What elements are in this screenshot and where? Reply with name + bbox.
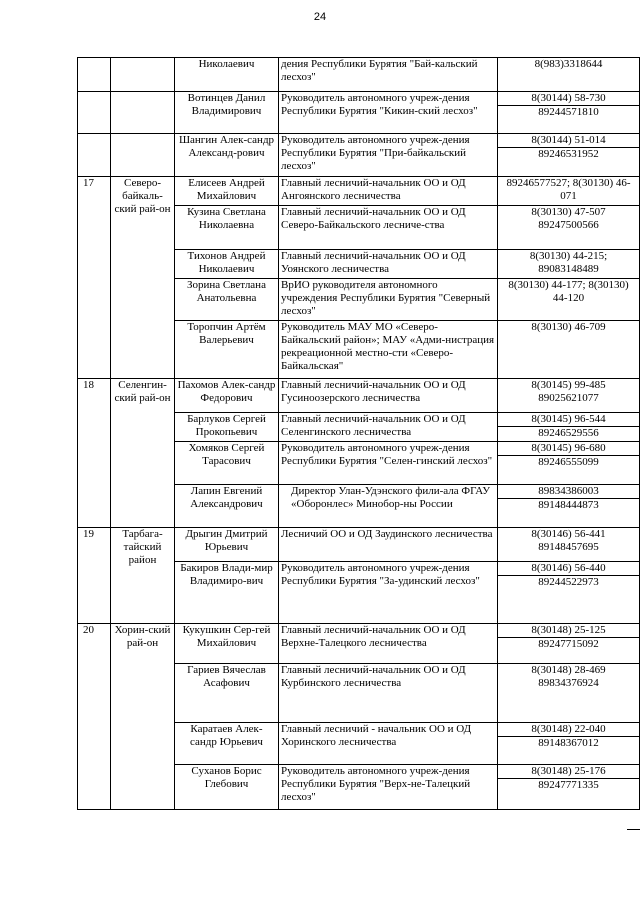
person-name: Бакиров Влади-мир Владимиро-вич <box>175 562 279 624</box>
phone-number: 8(30146) 56-441 89148457695 <box>531 528 606 553</box>
person-position: Главный лесничий-начальник ОО и ОД Верхне-Талецкого лесничества <box>279 624 498 664</box>
district-empty <box>111 92 175 134</box>
person-position: Главный лесничий-начальник ОО и ОД Гусиноозерского лесничества <box>279 379 498 413</box>
table-row <box>78 379 640 413</box>
forestry-contacts-table <box>77 57 640 810</box>
table-row <box>78 528 640 562</box>
phone-number: 89246531952 <box>498 147 639 161</box>
row-number: 19 <box>78 528 111 624</box>
phone-number: 8(30130) 44-215; 89083148489 <box>529 250 608 275</box>
person-position: Руководитель автономного учреж-дения Республики Бурятия "Селен-гинский лесхоз" <box>279 442 498 485</box>
person-name: Тихонов Андрей Николаевич <box>175 250 279 279</box>
person-position: Главный лесничий-начальник ОО и ОД Уоянского лесничества <box>279 250 498 279</box>
person-name: Пахомов Алек-сандр Федорович <box>175 379 279 413</box>
phone-number: 89247715092 <box>498 637 639 651</box>
person-position: дения Республики Бурятия "Бай-кальский лесхоз" <box>279 58 498 92</box>
phone-number: 89246529556 <box>498 426 639 440</box>
row-number-empty <box>78 134 111 177</box>
table-body <box>78 58 640 810</box>
phone-number: 8(30148) 25-125 <box>531 624 606 636</box>
phone-number: 89244571810 <box>498 105 639 119</box>
row-number: 17 <box>78 177 111 379</box>
person-name: Кузина Светлана Николаевна <box>175 206 279 250</box>
district-name: Хорин-ский рай-он <box>111 624 175 810</box>
phone-cell <box>498 765 640 810</box>
person-position: Руководитель автономного учреж-дения Республики Бурятия "Кикин-ский лесхоз" <box>279 92 498 134</box>
table-row <box>78 177 640 206</box>
person-position: Главный лесничий-начальник ОО и ОД Курбинского лесничества <box>279 664 498 723</box>
district-empty <box>111 134 175 177</box>
phone-cell <box>498 485 640 528</box>
person-name: Лапин Евгений Александрович <box>175 485 279 528</box>
person-name: Шангин Алек-сандр Александ-рович <box>175 134 279 177</box>
row-number: 20 <box>78 624 111 810</box>
person-position: Главный лесничий-начальник ОО и ОД Селенгинского лесничества <box>279 413 498 442</box>
phone-number: 8(30146) 56-440 <box>531 562 606 574</box>
phone-cell <box>498 321 640 379</box>
phone-cell <box>498 279 640 321</box>
phone-number: 8(30130) 46-709 <box>531 321 606 333</box>
person-name: Елисеев Андрей Михайлович <box>175 177 279 206</box>
person-position: Директор Улан-Удэнского фили-ала ФГАУ «Оборонлес» Минобор-ны России <box>279 485 498 528</box>
person-name: Барлуков Сергей Прокопьевич <box>175 413 279 442</box>
phone-number: 8(30148) 22-040 <box>531 723 606 735</box>
phone-number: 89244522973 <box>498 575 639 589</box>
phone-number: 89246577527; 8(30130) 46-071 <box>506 177 631 202</box>
table-row <box>78 134 640 177</box>
phone-cell <box>498 92 640 134</box>
person-name: Зорина Светлана Анатольевна <box>175 279 279 321</box>
phone-cell <box>498 58 640 92</box>
edge-mark <box>627 829 640 830</box>
phone-number: 89246555099 <box>498 455 639 469</box>
phone-number: 8(30148) 28-469 89834376924 <box>531 664 606 689</box>
phone-number: 8(30145) 96-680 <box>531 442 606 454</box>
phone-cell <box>498 442 640 485</box>
person-name: Суханов Борис Глебович <box>175 765 279 810</box>
phone-number: 8(30145) 96-544 <box>531 413 606 425</box>
phone-cell <box>498 250 640 279</box>
phone-cell <box>498 624 640 664</box>
person-name: Дрыгин Дмитрий Юрьевич <box>175 528 279 562</box>
district-empty <box>111 58 175 92</box>
person-position: ВрИО руководителя автономного учреждения Республики Бурятия "Северный лесхоз" <box>279 279 498 321</box>
page-number: 24 <box>313 11 327 23</box>
person-name: Николаевич <box>175 58 279 92</box>
row-number: 18 <box>78 379 111 528</box>
person-name: Торопчин Артём Валерьевич <box>175 321 279 379</box>
phone-number: 8(30130) 44-177; 8(30130) 44-120 <box>508 279 629 304</box>
person-position: Руководитель автономного учреж-дения Республики Бурятия "За-удинский лесхоз" <box>279 562 498 624</box>
phone-number: 8(30144) 58-730 <box>531 92 606 104</box>
person-name: Каратаев Алек-сандр Юрьевич <box>175 723 279 765</box>
person-position: Главный лесничий-начальник ОО и ОД Ангоянского лесничества <box>279 177 498 206</box>
person-position: Лесничий ОО и ОД Заудинского лесничества <box>279 528 498 562</box>
phone-cell <box>498 177 640 206</box>
table-row <box>78 624 640 664</box>
row-number-empty <box>78 92 111 134</box>
phone-number: 89834386003 <box>538 485 599 497</box>
table-row <box>78 58 640 92</box>
phone-cell <box>498 562 640 624</box>
phone-number: 8(30145) 99-485 89025621077 <box>531 379 606 404</box>
person-name: Хомяков Сергей Тарасович <box>175 442 279 485</box>
person-position: Руководитель автономного учреж-дения Республики Бурятия "При-байкальский лесхоз" <box>279 134 498 177</box>
phone-cell <box>498 723 640 765</box>
phone-number: 8(30144) 51-014 <box>531 134 606 146</box>
phone-cell <box>498 379 640 413</box>
phone-number: 89247771335 <box>498 778 639 792</box>
person-position: Руководитель МАУ МО «Северо-Байкальский район»; МАУ «Адми-нистрация рекреационной местно-сти «Северо-Байкальская" <box>279 321 498 379</box>
phone-number: 8(30130) 47-507 89247500566 <box>531 206 606 231</box>
phone-number: 89148444873 <box>498 498 639 512</box>
phone-cell <box>498 528 640 562</box>
person-name: Кукушкин Сер-гей Михайлович <box>175 624 279 664</box>
person-position: Руководитель автономного учреж-дения Республики Бурятия "Верх-не-Талецкий лесхоз" <box>279 765 498 810</box>
phone-number: 8(30148) 25-176 <box>531 765 606 777</box>
district-name: Северо-байкаль-ский рай-он <box>111 177 175 379</box>
phone-cell <box>498 413 640 442</box>
district-name: Тарбага-тайский район <box>111 528 175 624</box>
person-position: Главный лесничий-начальник ОО и ОД Северо-Байкальского лесниче-ства <box>279 206 498 250</box>
phone-number: 8(983)3318644 <box>534 58 603 70</box>
phone-cell <box>498 134 640 177</box>
table-row <box>78 92 640 134</box>
district-name: Селенгин-ский рай-он <box>111 379 175 528</box>
person-name: Вотинцев Данил Владимирович <box>175 92 279 134</box>
row-number-empty <box>78 58 111 92</box>
phone-cell <box>498 664 640 723</box>
phone-cell <box>498 206 640 250</box>
person-position: Главный лесничий - начальник ОО и ОД Хоринского лесничества <box>279 723 498 765</box>
phone-number: 89148367012 <box>498 736 639 750</box>
person-name: Гариев Вячеслав Асафович <box>175 664 279 723</box>
